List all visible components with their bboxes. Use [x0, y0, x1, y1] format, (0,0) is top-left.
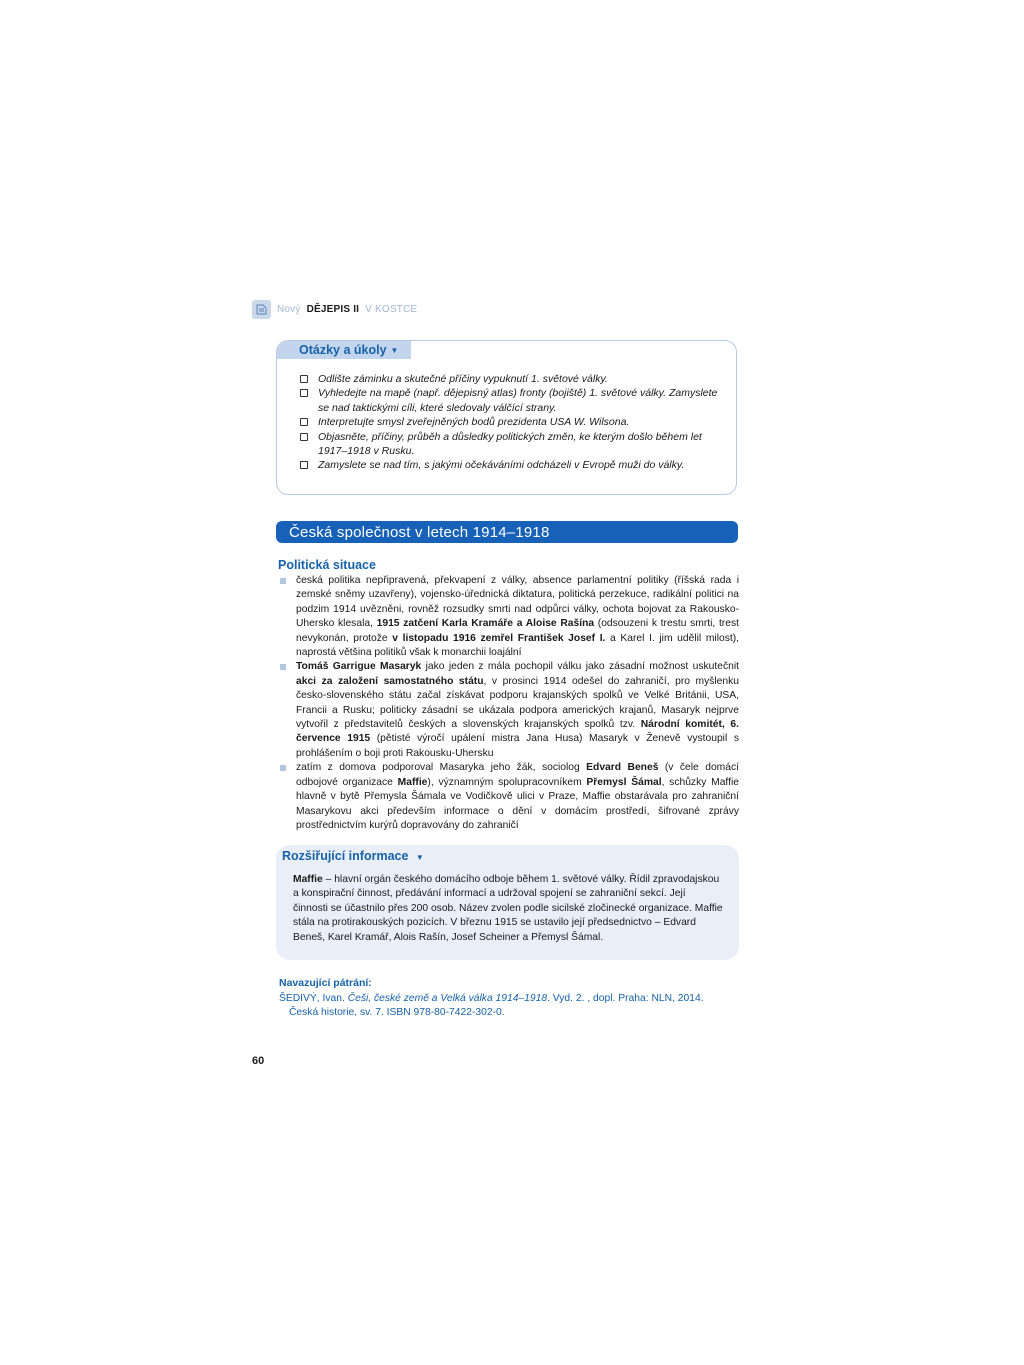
page-number: 60: [252, 1055, 265, 1067]
question-item: Objasněte, příčiny, průběh a důsledky politických změn, ke kterým došlo během let 1917–1918 v Rusku.: [300, 430, 722, 459]
questions-title: Otázky a úkoly: [299, 343, 387, 357]
further-research-label: Navazující pátrání:: [279, 977, 372, 989]
checkbox-icon: [300, 461, 308, 469]
square-bullet-icon: [280, 578, 286, 584]
further-research-reference: ŠEDIVÝ, Ivan. Češi, české země a Velká válka 1914–1918. Vyd. 2. , dopl. Praha: NLN, 2014. Česká historie, sv. 7. ISBN 978-80-7422-302-0.: [279, 993, 704, 1019]
triangle-down-icon: ▼: [415, 853, 424, 862]
list-item: Tomáš Garrigue Masaryk jako jeden z mála pochopil válku jako zásadní možnost uskutečnit akci za založení samostatného státu, v prosinci 1914 odešel do zahraničí, pro myšlenku česko-slovenského státu začal získávat podporu krajanských spolků ve Velké Británii, USA, Francii a Rusku; politicky zásadní se ukázala podpora amerických krajanů, Masaryk nejprve vytvořil z představitelů českých a slovenských krajanských spolků tzv. Národní komitét, 6. července 1915 (pětisté výročí upálení mistra Jana Husa) Masaryk v Ženevě vystoupil s prohlášením o boji proti Rakousku-Uhersku: [278, 660, 739, 761]
header-suffix: V KOSTCE: [365, 303, 418, 315]
questions-list: [300, 372, 722, 473]
list-item: zatím z domova podporoval Masaryka jeho žák, sociolog Edvard Beneš (v čele domácí odbojové organizace Maffie), významným spolupracovníkem Přemysl Šámal, schůzky Maffie hlavně v bytě Přemysla Šámala ve Vodičkově ulici v Praze, Maffie obstarávala pro zahraniční Masarykovu akci především informace o dění v domácím prostředí, šifrované zprávy prostřednictvím kurýrů dopravovány do zahraničí: [278, 761, 739, 833]
checkbox-icon: [300, 418, 308, 426]
questions-tab: [277, 341, 411, 359]
extended-info-title: Rozšiřující informace: [282, 849, 409, 863]
checkbox-icon: [300, 375, 308, 383]
header-prefix: Nový: [277, 303, 301, 315]
question-item: Vyhledejte na mapě (např. dějepisný atlas) fronty (bojiště) 1. světové války. Zamyslete se nad taktickými cíli, které sledovaly válčící strany.: [300, 386, 722, 415]
extended-info-header: [282, 849, 424, 863]
triangle-down-icon: ▼: [390, 345, 399, 355]
question-item: Odlište záminku a skutečné příčiny vypuknutí 1. světové války.: [300, 372, 722, 386]
book-logo-icon: [252, 300, 271, 319]
section-subtitle: Politická situace: [278, 558, 376, 572]
checkbox-icon: [300, 389, 308, 397]
question-item: Interpretujte smysl zveřejněných bodů prezidenta USA W. Wilsona.: [300, 415, 722, 429]
square-bullet-icon: [280, 664, 286, 670]
extended-info-text: Maffie – hlavní orgán českého domácího odboje během 1. světové války. Řídil zpravodajskou a konspirační činnost, předávání informací a udržoval spojení se zahraniční sekcí. Její činnosti se účastnilo přes 200 osob. Název zvolen podle sicilské zločinecké organizace. Maffie stála na protirakouských pozicích. V březnu 1915 se ustavilo její předsednictvo – Edvard Beneš, Karel Kramář, Alois Rašín, Josef Scheiner a Přemysl Šámal.: [293, 874, 723, 943]
running-header: [252, 298, 417, 320]
section-title: Česká společnost v letech 1914–1918: [289, 523, 550, 541]
header-title: DĚJEPIS II: [306, 303, 360, 315]
checkbox-icon: [300, 433, 308, 441]
square-bullet-icon: [280, 765, 286, 771]
list-item: česká politika nepřipravená, překvapení z války, absence parlamentní politiky (říšská rada i zemské sněmy uzavřeny), vojensko-úřednická diktatura, politická perzekuce, radikální politici na podzim 1914 uvězněni, rovněž rozsudky smrti nad odpůrci války, ochota bojovat za Rakousko-Uhersko klesala, 1915 zatčení Karla Kramáře a Aloise Rašína (odsouzeni k trestu smrti, trest nevykonán, protože v listopadu 1916 zemřel František Josef I. a Karel I. jim udělil milost), naprostá většina politiků však k monarchii loajální: [278, 574, 739, 660]
political-situation-list: [278, 574, 739, 833]
question-item: Zamyslete se nad tím, s jakými očekáváními odcházeli v Evropě muži do války.: [300, 458, 722, 472]
section-title-bar: [276, 521, 738, 543]
